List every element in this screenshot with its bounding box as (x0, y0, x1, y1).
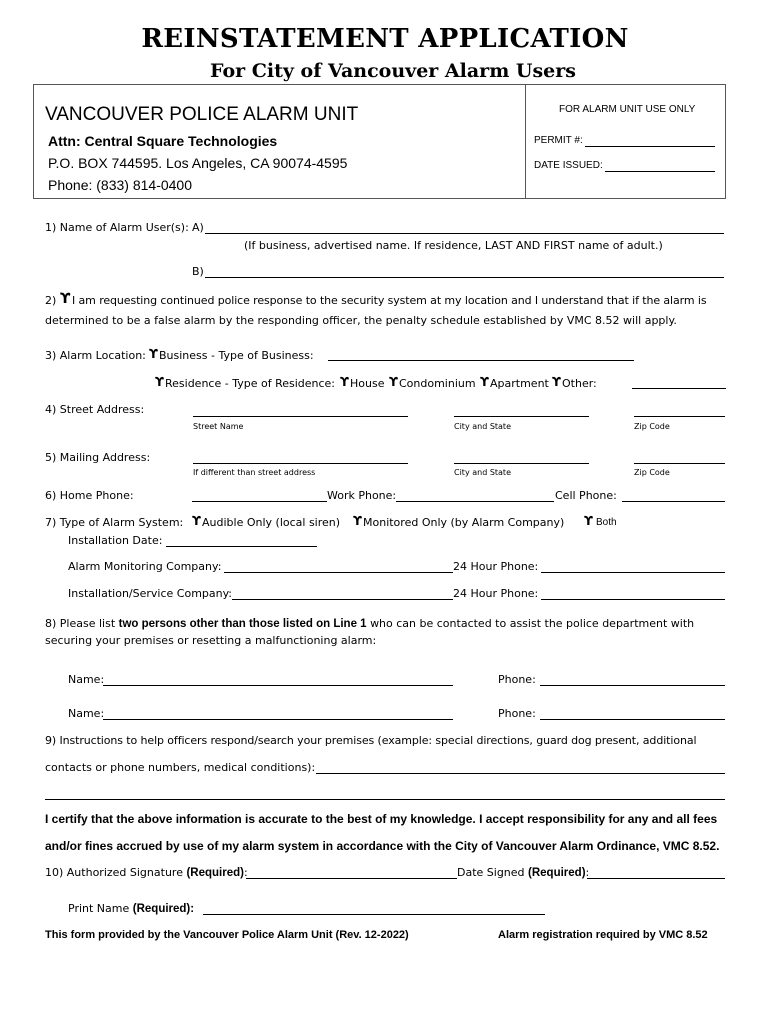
work-phone-label: Work Phone: (327, 489, 397, 502)
other-label: Other: (562, 377, 597, 390)
q1-b: B) (192, 265, 204, 278)
certify-line2: and/or fines accrued by use of my alarm system in accordance with the City of Vancouver Alarm Ordinance, VMC 8.52. (45, 839, 720, 853)
alarm-user-a-field[interactable] (205, 233, 724, 234)
date-issued-label: DATE ISSUED: (534, 160, 603, 171)
mailing-street-field[interactable] (193, 463, 408, 464)
q8-bold: two persons other than those listed on Line 1 (118, 618, 367, 630)
contact2-phone-label: Phone: (498, 707, 536, 720)
monitoring-co-field[interactable] (224, 572, 453, 573)
date-issued-field[interactable] (605, 171, 715, 172)
signature-field[interactable] (246, 878, 457, 879)
q1-hint: (If business, advertised name. If residence, LAST AND FIRST name of adult.) (244, 239, 663, 252)
mailing-street-caption: If different than street address (193, 468, 316, 477)
apartment-label: Apartment (490, 377, 549, 390)
residence-checkbox[interactable]: ϒ (155, 375, 164, 389)
q3-label: 3) Alarm Location: (45, 349, 146, 362)
contact1-phone-field[interactable] (540, 685, 725, 686)
business-checkbox[interactable]: ϒ (149, 347, 158, 361)
q1-a: A) (192, 221, 204, 234)
business-type-field[interactable] (328, 360, 634, 361)
house-label: House (350, 377, 385, 390)
agency-attn: Attn: Central Square Technologies (48, 133, 278, 149)
mailing-zip-field[interactable] (634, 463, 725, 464)
contact1-name-field[interactable] (103, 685, 453, 686)
footer-left: This form provided by the Vancouver Police Alarm Unit (Rev. 12-2022) (45, 929, 409, 941)
agency-address: P.O. BOX 744595. Los Angeles, CA 90074-4595 (48, 155, 348, 171)
cell-phone-field[interactable] (622, 501, 725, 502)
date-signed-label: Date Signed (457, 866, 525, 879)
print-name-row (68, 902, 194, 915)
street-name-field[interactable] (193, 416, 408, 417)
agency-phone: Phone: (833) 814-0400 (48, 177, 192, 193)
monitoring-phone-field[interactable] (541, 572, 725, 573)
mailing-city-field[interactable] (454, 463, 589, 464)
service-phone-field[interactable] (541, 599, 725, 600)
q4-label: 4) Street Address: (45, 403, 145, 416)
condo-checkbox[interactable]: ϒ (389, 375, 398, 389)
street-name-caption: Street Name (193, 422, 244, 431)
q6-label: 6) Home Phone: (45, 489, 134, 502)
instructions-field-1[interactable] (316, 773, 725, 774)
residence-label: Residence - Type of Residence: (165, 377, 336, 390)
contact2-name-field[interactable] (103, 719, 453, 720)
signature-label: 10) Authorized Signature (45, 866, 183, 879)
contact2-name-label: Name: (68, 707, 105, 720)
cell-phone-label: Cell Phone: (555, 489, 617, 502)
other-checkbox[interactable]: ϒ (552, 375, 561, 389)
q9-line2: contacts or phone numbers, medical conditions): (45, 761, 316, 774)
both-label: Both (596, 517, 617, 528)
q2-line1: I am requesting continued police response to the security system at my location and I understand that if the alarm is (72, 294, 707, 307)
agency-name: VANCOUVER POLICE ALARM UNIT (45, 104, 359, 125)
contact2-phone-field[interactable] (540, 719, 725, 720)
office-use-heading: FOR ALARM UNIT USE ONLY (559, 104, 696, 115)
street-city-caption: City and State (454, 422, 511, 431)
other-field[interactable] (632, 388, 726, 389)
audible-checkbox[interactable]: ϒ (192, 514, 201, 528)
q8-line1 (45, 617, 694, 630)
date-signed-required: (Required) (528, 867, 586, 879)
q9-line1: 9) Instructions to help officers respond/search your premises (example: special directions, guard dog present, additional (45, 734, 697, 747)
monitoring-phone-label: 24 Hour Phone: (453, 560, 539, 573)
service-co-label: Installation/Service Company: (68, 587, 233, 600)
date-signed-row (457, 866, 589, 879)
q2-num: 2) (45, 294, 57, 307)
instructions-field-2[interactable] (45, 799, 725, 800)
install-date-label: Installation Date: (68, 534, 163, 547)
alarm-user-b-field[interactable] (205, 277, 724, 278)
footer-right: Alarm registration required by VMC 8.52 (498, 929, 708, 941)
apartment-checkbox[interactable]: ϒ (480, 375, 489, 389)
form-subtitle: For City of Vancouver Alarm Users (210, 60, 576, 82)
signature-required: (Required) (186, 867, 244, 879)
condo-label: Condominium (399, 377, 476, 390)
service-co-field[interactable] (232, 599, 453, 600)
box-divider (525, 85, 526, 198)
mailing-city-caption: City and State (454, 468, 511, 477)
print-name-label: Print Name (68, 902, 130, 915)
audible-label: Audible Only (local siren) (202, 516, 341, 529)
q5-label: 5) Mailing Address: (45, 451, 151, 464)
mailing-zip-caption: Zip Code (634, 468, 670, 477)
q8-line2: securing your premises or resetting a malfunctioning alarm: (45, 634, 377, 647)
q8-prefix: 8) Please list (45, 617, 116, 630)
q8-suffix: who can be contacted to assist the police department with (370, 617, 695, 630)
q7-label: 7) Type of Alarm System: (45, 516, 184, 529)
monitoring-co-label: Alarm Monitoring Company: (68, 560, 222, 573)
street-zip-field[interactable] (634, 416, 725, 417)
monitored-checkbox[interactable]: ϒ (353, 514, 362, 528)
contact1-name-label: Name: (68, 673, 105, 686)
q1-label: 1) Name of Alarm User(s): (45, 221, 189, 234)
work-phone-field[interactable] (396, 501, 554, 502)
q2-checkbox[interactable]: ϒ (60, 291, 71, 307)
install-date-field[interactable] (166, 546, 317, 547)
permit-field[interactable] (585, 146, 715, 147)
home-phone-field[interactable] (192, 501, 327, 502)
print-name-required: (Required): (132, 903, 195, 915)
both-checkbox[interactable]: ϒ (584, 514, 593, 528)
permit-label: PERMIT #: (534, 135, 583, 146)
signature-label-row (45, 866, 248, 879)
business-label: Business - Type of Business: (159, 349, 314, 362)
monitored-label: Monitored Only (by Alarm Company) (363, 516, 565, 529)
street-city-field[interactable] (454, 416, 589, 417)
service-phone-label: 24 Hour Phone: (453, 587, 539, 600)
date-signed-colon: : (585, 866, 590, 879)
date-signed-field[interactable] (587, 878, 725, 879)
contact1-phone-label: Phone: (498, 673, 536, 686)
house-checkbox[interactable]: ϒ (340, 375, 349, 389)
print-name-field[interactable] (203, 914, 545, 915)
certify-line1: I certify that the above information is accurate to the best of my knowledge. I accept responsibility for any and all fees (45, 812, 718, 826)
street-zip-caption: Zip Code (634, 422, 670, 431)
signature-colon: : (243, 866, 248, 879)
form-title: REINSTATEMENT APPLICATION (141, 24, 629, 54)
q2-line2: determined to be a false alarm by the responding officer, the penalty schedule established by VMC 8.52 will apply. (45, 314, 677, 327)
